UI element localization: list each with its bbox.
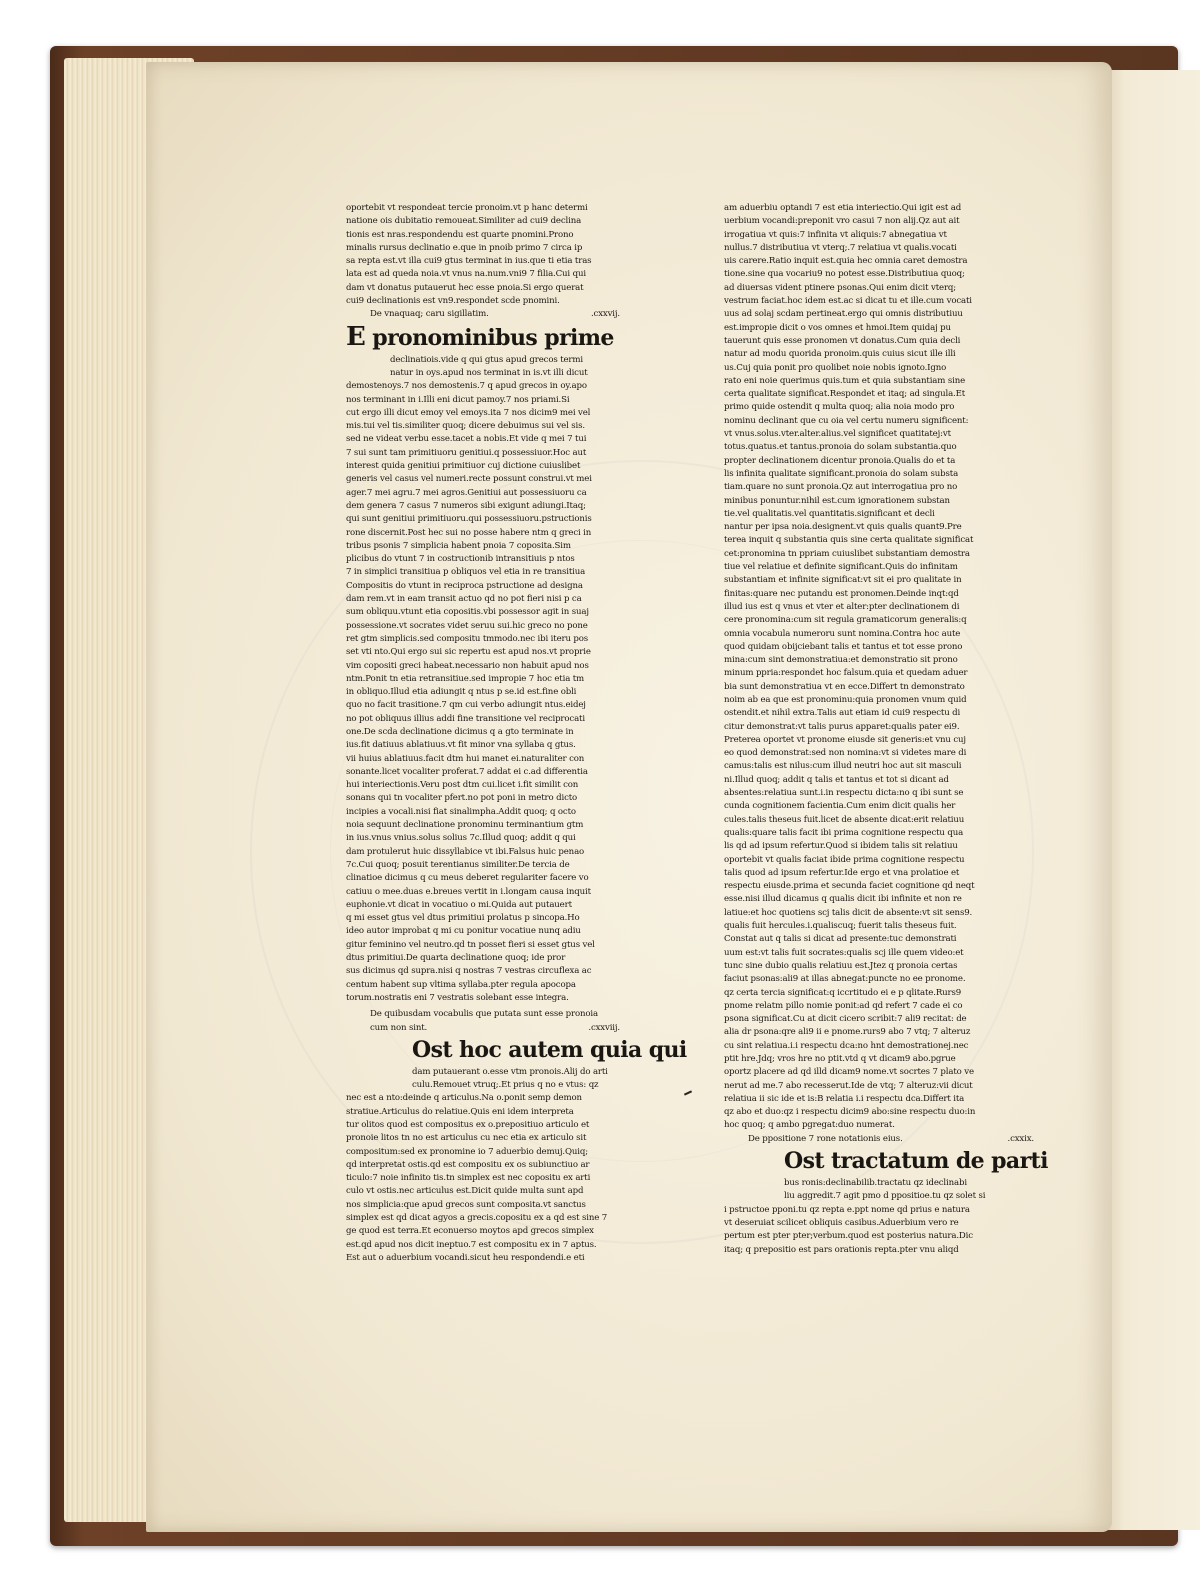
text-line: nec est a nto:deinde q articulus.Na o.ponit semp demon xyxy=(346,1093,582,1104)
text-line: tiue vel relatiue et definite significant.Quis do infinitam xyxy=(724,562,958,573)
text-line: qz abo et duo:qz i respectu dicim9 abo:sine respectu duo:in xyxy=(724,1107,976,1118)
text-line: bia sunt demonstratiua vt en ecce.Differt tn demonstrato xyxy=(724,681,965,692)
text-line: pertum est pter pter;verbum.quod est posterius natura.Dic xyxy=(724,1231,973,1242)
text-line: irrogatiua vt quis:7 infinita vt aliquis:7 abnegatiua vt xyxy=(724,229,947,240)
text-line: cut ergo illi dicut emoy vel emoys.ita 7 nos dicim9 mei vel xyxy=(346,407,591,418)
text-line: 7 in simplici transitiua p obliquos vel etia in re transitiua xyxy=(346,567,586,578)
text-line: quod quidam obijciebant talis et tantus et tot esse prono xyxy=(724,641,963,652)
section-caption-2: De quibusdam vocabulis que putata sunt esse pronoia xyxy=(370,1009,598,1020)
text-line: oportebit vt respondeat tercie pronoim.vt p hanc determi xyxy=(346,203,588,213)
text-line: catiuu o mee.duas e.breues vertit in i.longam causa inquit xyxy=(346,886,591,897)
text-line: minibus ponuntur.nihil est.cum ignorationem substan xyxy=(724,495,950,506)
right-text-column xyxy=(724,202,1048,1257)
text-line: quo no facit trasitione.7 qm cui verbo adiungit ntus.eidej xyxy=(346,700,586,711)
text-line: nos simplicia:que apud grecos sunt composita.vt sanctus xyxy=(346,1199,586,1210)
section-caption-1 xyxy=(346,308,660,321)
text-line: in ius.vnus vnius.solus solius 7c.Illud quoq; addit q qui xyxy=(346,833,576,844)
text-line: ge quod est terra.Et econuerso moytos apd grecos simplex xyxy=(346,1226,594,1237)
text-line: mis.tui vel tis.similiter quoq; dicere debuimus sui vel sis. xyxy=(346,421,585,432)
text-line: sonans qui tn vocaliter pfert.no pot poni in metro dicto xyxy=(346,793,578,804)
text-line: 7 sui sunt tam primitiuoru genitiui.q possessiuor.Hoc aut xyxy=(346,447,587,458)
text-line: plicibus do vtunt 7 in costructionib intransitiuis p ntos xyxy=(346,554,575,565)
text-line: certa qualitate significat.Respondet et itaq; ad singula.Et xyxy=(724,389,966,400)
text-line: minum ppria:respondet hoc falsum.quia et quedam aduer xyxy=(724,668,968,679)
text-line: finitas:quare nec putandu est pronomen.Deinde inqt:qd xyxy=(724,588,959,599)
text-line: vt vnus.solus.vter.alter.alius.vel significet quatitatej:vt xyxy=(724,429,951,440)
text-line: dam vt donatus putauerut hec esse pnoia.Si ergo querat xyxy=(346,282,584,293)
text-line: absentes:relatiua sunt.i.in respectu dicta:no q ibi sunt se xyxy=(724,788,964,799)
text-line: us.Cuj quia ponit pro quolibet noie nobis ignoto.Igno xyxy=(724,362,947,373)
text-line: culo vt ostis.nec articulus est.Dicit quide multa sunt apd xyxy=(346,1186,584,1197)
text-line: uis carere.Ratio inquit est.quia hec omnia caret demostra xyxy=(724,256,968,267)
text-line: relatiua ii sic ide et is:B relatia i.i respectu dca.Differt ita xyxy=(724,1093,965,1104)
text-line: sed ne videat verbu esse.tacet a nobis.Et vide q mei 7 tui xyxy=(346,434,587,445)
text-line: rone discernit.Post hec sui no posse habere ntm q greci in xyxy=(346,527,592,538)
text-line: natur in oys.apud nos terminat in is.vt illi dicut xyxy=(390,367,588,378)
text-line: eo quod demonstrat:sed non nomina:vt si videtes mare di xyxy=(724,748,967,759)
text-line: qz certa tercia significat:q iccrtitudo ei e p qlitate.Rurs9 xyxy=(724,987,962,998)
text-line: esse.nisi illud dicamus q qualis dicit ibi infinite et non re xyxy=(724,894,962,905)
text-line: ticulo:7 noie infinito tis.tn simplex est nec copositu ex arti xyxy=(346,1173,591,1184)
chapter-heading-partibus: Ost tractatum de parti xyxy=(784,1148,1048,1175)
text-line: tione.sine qua vocariu9 no potest esse.Distributiua quoq; xyxy=(724,269,965,280)
text-line: cui9 declinationis est vn9.respondet scde pnomini. xyxy=(346,296,560,307)
text-line: psona significat.Cu at dicit cicero scribit:7 ali9 recitat: de xyxy=(724,1014,967,1025)
text-line: ager.7 mei agru.7 mei agros.Genitiui aut possessiuoru ca xyxy=(346,487,587,498)
text-line: ideo autor improbat q mi cu ponitur vocatiue nunq adiu xyxy=(346,926,581,937)
text-line: dam rem.vt in eam transit actuo qd no pot fieri nisi p ca xyxy=(346,594,582,605)
text-line: cunda cognitionem facientia.Cum enim dicit qualis her xyxy=(724,801,956,812)
left-block-1 xyxy=(346,202,660,308)
text-line: substantiam et infinite significat:vt sit ei pro qualitate in xyxy=(724,575,962,586)
text-line: alia dr psona:qre ali9 ii e pnome.rurs9 abo 7 vtq; 7 alteruz xyxy=(724,1027,971,1038)
text-line: respectu eiusde.prima et secunda faciet cognitione qd neqt xyxy=(724,881,975,892)
text-line: declinatiois.vide q qui gtus apud grecos termi xyxy=(390,354,583,365)
text-line: culu.Remouet vtruq;.Et prius q no e vtus: qz xyxy=(412,1080,599,1091)
text-line: clinatioe dicimus q cu meus deberet regulariter facere vo xyxy=(346,873,589,884)
text-line: hui interiectionis.Veru post dtm cui.licet i.fit similit con xyxy=(346,780,579,791)
text-line: est.impropie dicit o vos omnes et hmoi.Item quidaj pu xyxy=(724,322,951,333)
text-line: uerbium vocandi:preponit vro casui 7 non alij.Qz aut ait xyxy=(724,216,960,227)
chapter-heading-post-hoc: Ost hoc autem quia qui xyxy=(412,1036,687,1063)
section-caption-2b xyxy=(346,1022,660,1035)
text-line: bus ronis:declinabilib.tractatu qz ideclinabi xyxy=(784,1178,967,1189)
text-line: interest quida genitiui primitiuor cuj dictione cuiuslibet xyxy=(346,461,581,472)
text-line: pronoie litos tn no est articulus cu nec etia ex articulo sit xyxy=(346,1133,587,1144)
text-line: ptit hre.Jdq; vros hre no ptit.vtd q vt dicam9 abo.pgrue xyxy=(724,1054,956,1064)
folio-number: .cxxvij. xyxy=(590,309,620,320)
text-line: incipies a vocali.nisi fiat sinalimpha.Addit quoq; q octo xyxy=(346,806,576,817)
text-line: omnia vocabula numeroru sunt nomina.Contra hoc aute xyxy=(724,628,961,639)
text-line: Est aut o aduerbium vocandi.sicut heu respondendi.e eti xyxy=(346,1252,585,1263)
text-line: tunc sine dubio qualis relatiuu est.Jtez q pronoia certas xyxy=(724,960,958,971)
text-line: Compositis do vtunt in reciproca pstructione ad designa xyxy=(346,580,583,591)
text-line: centum habent sup vltima syllaba.pter regula apocopa xyxy=(346,979,576,990)
text-line: natione ois dubitatio remoueat.Similiter ad cui9 declina xyxy=(346,216,582,227)
text-line: Preterea oportet vt pronome eiusde sit generis:et vnu cuj xyxy=(724,734,966,745)
caption-text: De ppositione 7 rone notationis eius. xyxy=(748,1133,903,1144)
text-line: vestrum faciat.hoc idem est.ac si dicat tu et ille.cum vocati xyxy=(724,296,972,307)
text-line: faciut psonas:ali9 at illas abnegat:puncte no ee pronome. xyxy=(724,974,966,985)
text-line: liu aggredit.7 agit pmo d ppositioe.tu qz solet si xyxy=(784,1191,986,1202)
chapter-heading-pronouns xyxy=(346,321,660,352)
initial-letter: E xyxy=(346,321,366,352)
text-line: compositum:sed ex pronomine io 7 aduerbio demuj.Quiq; xyxy=(346,1146,588,1157)
text-line: gitur feminino vel neutro.qd tn posset fieri si esset gtus vel xyxy=(346,939,595,950)
text-line: illud ius est q vnus et vter et alter:pter declinationem di xyxy=(724,601,960,612)
text-line: torum.nostratis eni 7 vestratis solebant esse integra. xyxy=(346,992,569,1003)
text-line: uum est:vt talis fuit socrates:qualis scj ille quem video:et xyxy=(724,947,964,958)
text-line: qualis fuit hercules.i.qualiscuq; fuerit talis theseus fuit. xyxy=(724,921,957,932)
left-text-column xyxy=(346,202,687,1265)
text-line: sonante.licet vocaliter proferat.7 addat ei c.ad differentia xyxy=(346,766,588,777)
text-line: ostendit.et nihil extra.Talis aut etiam id cui9 respectu di xyxy=(724,708,961,719)
text-line: in obliquo.Illud etia adiungit q ntus p se.id est.fine obli xyxy=(346,687,577,698)
text-line: dam protulerut huic dissyllabice vt ibi.Falsus huic penao xyxy=(346,846,585,857)
text-line: dtus primitiui.De quarta declinatione quoq; ide pror xyxy=(346,953,566,964)
left-block-2 xyxy=(346,354,660,1006)
text-line: primo quide ostendit q multa quoq; alia noia modo pro xyxy=(724,402,955,413)
text-line: ius.fit datiuus ablatiuus.vt fit minor vna syllaba q gtus. xyxy=(346,740,576,751)
text-line: i pstructoe pponi.tu qz repta e.ppt nome qd prius e natura xyxy=(724,1204,970,1215)
text-line: sa repta est.vt illa cui9 gtus terminat in ius.que ti etia tras xyxy=(346,256,592,267)
text-line: est.qd apud nos dicit ineptuo.7 est compositu ex in 7 aptus. xyxy=(346,1239,597,1250)
text-line: itaq; q prepositio est pars orationis repta.pter vnu aliqd xyxy=(724,1244,959,1255)
text-line: tionis est nras.respondendu est quarte pnomini.Prono xyxy=(346,229,574,240)
caption-text: cum non sint. xyxy=(370,1022,428,1033)
text-line: qui sunt genitiui primitiuoru.qui possessiuoru.pstructionis xyxy=(346,514,592,525)
section-caption-3 xyxy=(724,1133,1044,1146)
text-line: sus dicimus qd supra.nisi q nostras 7 vestras circuflexa ac xyxy=(346,966,592,977)
text-line: camus:talis est nilus:cum illud neutri hoc aut sit masculi xyxy=(724,761,962,772)
text-line: dam putauerant o.esse vtm pronois.Alij do arti xyxy=(412,1066,608,1077)
text-line: minalis rursus declinatio e.que in pnoib primo 7 circa ip xyxy=(346,242,583,253)
heading-text: pronominibus prime xyxy=(372,324,614,351)
text-line: tur olitos quod est compositus ex o.prepositiuo articulo et xyxy=(346,1120,590,1130)
text-line: no pot obliquus illius addi fine transitione vel reciprocati xyxy=(346,713,585,724)
text-line: simplex est qd dicat agyos a grecis.copositu ex a qd est sine 7 xyxy=(346,1213,608,1224)
text-line: nos terminant in i.Illi eni dicut pamoy.7 nos priami.Si xyxy=(346,394,570,405)
text-line: q mi esset gtus vel dtus primitiui prolatus p sincopa.Ho xyxy=(346,913,580,924)
text-line: cules.talis theseus fuit.licet de absente dicat:erit relatiuu xyxy=(724,814,965,825)
text-line: uus ad solaj scdam pertineat.ergo qui omnis distributiuu xyxy=(724,309,963,320)
text-line: noim ab ea que est pronominu:quia pronomen vnum quid xyxy=(724,694,967,705)
text-line: terea inquit q substantia quis sine certa qualitate significat xyxy=(724,535,974,546)
text-line: generis vel casus vel numeri.recte possunt construi.vt mei xyxy=(346,474,592,485)
text-line: qd interpretat ostis.qd est compositu ex os subiunctiuo ar xyxy=(346,1159,590,1170)
text-line: sum obliquu.vtunt etia copositis.vbi possessor agit in suaj xyxy=(346,607,589,618)
text-line: noia sequunt declinatione pronominu terminantium gtm xyxy=(346,820,584,831)
right-block-2 xyxy=(724,1177,1044,1257)
text-line: rato eni noie querimus quis.tum et quia substantiam sine xyxy=(724,375,966,386)
caption-text: De vnaquaq; caru sigillatim. xyxy=(370,309,489,320)
text-line: am aduerbiu optandi 7 est etia interiectio.Qui igit est ad xyxy=(724,203,962,213)
text-line: nerut ad me.7 abo recesserut.Ide de vtq; 7 alteruz:vii dicut xyxy=(724,1080,973,1091)
text-line: euphonie.vt dicat in vocatiuo o mi.Quida aut putauert xyxy=(346,899,572,910)
text-line: 7c.Cui quoq; posuit terentianus similiter.De tercia de xyxy=(346,859,570,870)
text-line: tribus psonis 7 simplicia habent pnoia 7 coposita.Sim xyxy=(346,540,571,551)
text-line: oportebit vt qualis faciat ibide prima cognitione respectu xyxy=(724,854,965,865)
text-line: totus.quatus.et tantus.pronoia do solam substantia.quo xyxy=(724,442,957,453)
text-line: latiue:et hoc quotiens scj talis dicit de absente:vt sit sens9. xyxy=(724,907,973,918)
text-line: cu sint relatiua.i.i respectu dca:no hnt demostrationej.nec xyxy=(724,1040,969,1051)
text-line: stratiue.Articulus do relatiue.Quis eni idem interpreta xyxy=(346,1106,574,1117)
text-line: ret gtm simplicis.sed compositu tmmodo.nec ibi iteru pos xyxy=(346,633,589,644)
text-line: vim copositi greci habeat.necessario non habuit apud nos xyxy=(346,660,589,671)
text-line: tie.vel qualitatis.vel quantitatis.significant et decli xyxy=(724,508,935,519)
text-line: demostenoys.7 nos demostenis.7 q apud grecos in oy.apo xyxy=(346,381,587,392)
text-line: qualis:quare talis facit ibi prima cognitione respectu qua xyxy=(724,827,964,838)
text-line: natur ad modu quorida pronoim.quis cuius sicut ille illi xyxy=(724,349,956,360)
text-line: ntm.Ponit tn etia retransitiue.sed impropie 7 hoc etia tm xyxy=(346,673,585,684)
text-line: lata est ad queda noia.vt vnus na.num.vni9 7 filia.Cui qui xyxy=(346,269,586,280)
text-line: nantur per ipsa noia.designent.vt quis qualis quant9.Pre xyxy=(724,522,962,533)
left-block-3 xyxy=(346,1066,660,1265)
folio-number: .cxxix. xyxy=(1007,1133,1034,1144)
text-line: one.De scda declinatione dicimus q a gto terminate in xyxy=(346,726,574,737)
text-line: Constat aut q talis si dicat ad presente:tuc demonstrati xyxy=(724,934,957,945)
text-line: talis quod ad ipsum refertur.Ide ergo et vna prolatioe et xyxy=(724,867,960,878)
text-line: hoc quoq; q ambo pgregat:duo numerat. xyxy=(724,1120,895,1131)
text-line: pnome relatm pillo nomie ponit:ad qd refert 7 cade ei co xyxy=(724,1000,963,1011)
text-line: nominu declinant que cu oia vel certu numeru significent: xyxy=(724,415,969,426)
text-line: tiam.quare no sunt pronoia.Qz aut interrogatiua pro no xyxy=(724,482,958,493)
text-line: propter declinationem dicentur pronoia.Qualis do et ta xyxy=(724,455,956,466)
text-line: ad diuersas vident ptinere psonas.Qui enim dicit vterq; xyxy=(724,282,957,293)
text-line: possessione.vt socrates videt seruu sui.hic greco no pone xyxy=(346,620,588,631)
text-line: vii huius ablatiuus.facit dtm hui manet ei.naturaliter con xyxy=(346,753,585,764)
text-line: oportz placere ad qd illd dicam9 nome.vt socrtes 7 plato ve xyxy=(724,1067,974,1078)
text-line: ni.Illud quoq; addit q talis et tantus et tot si dicant ad xyxy=(724,774,949,785)
text-line: set vti nto.Qui ergo sui sic repertu est apud nos.vt proprie xyxy=(346,647,591,658)
right-block-1 xyxy=(724,202,1044,1133)
facing-page-edge xyxy=(1098,70,1200,1530)
text-line: cere pronomina:cum sit regula gramaticorum generalis:q xyxy=(724,615,967,626)
text-line: cet:pronomina tn ppriam cuiuslibet substantiam demostra xyxy=(724,548,970,559)
text-line: mina:cum sint demonstratiua:et demonstratio sit prono xyxy=(724,655,958,666)
text-line: citur demonstrat:vt talis purus apparet:qualis pater ei9. xyxy=(724,721,960,732)
text-line: nullus.7 distributiua vt vterq;.7 relatiua vt qualis.vocati xyxy=(724,242,957,253)
text-line: lis infinita qualitate significant.pronoia do solam substa xyxy=(724,468,959,479)
text-line: vt deseruiat scilicet obliquis casibus.Aduerbium vero re xyxy=(724,1217,959,1228)
text-line: lis qd ad ipsum refertur.Quod si ibidem talis sit relatiuu xyxy=(724,841,958,852)
folio-number: .cxxviij. xyxy=(588,1022,620,1033)
text-line: tauerunt quis esse pronomen vt donatus.Cum quia decli xyxy=(724,335,961,346)
text-line: dem genera 7 casus 7 numeros sibi exigunt adiungi.Itaq; xyxy=(346,500,586,511)
